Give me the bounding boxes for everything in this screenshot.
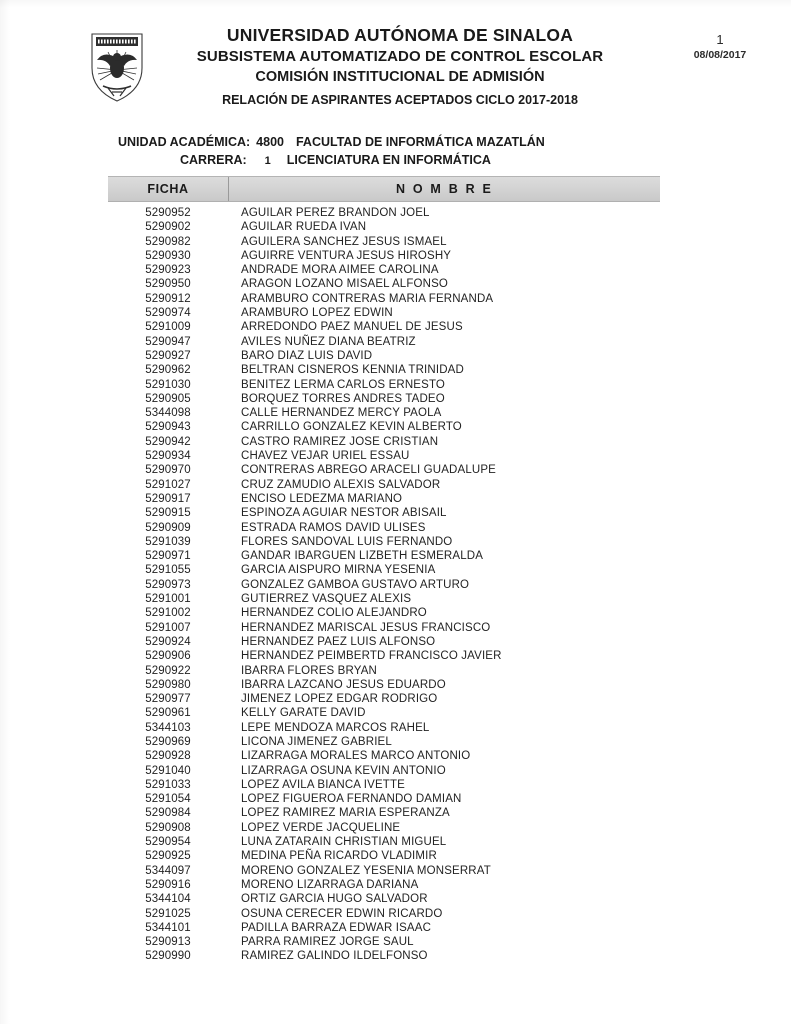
table-row (108, 849, 660, 863)
table-row (108, 492, 660, 506)
cell-ficha: 5290909 (145, 521, 191, 534)
cell-nombre: BARO DIAZ LUIS DAVID (241, 349, 373, 362)
cell-ficha: 5290915 (145, 507, 191, 520)
cell-nombre: KELLY GARATE DAVID (241, 707, 366, 720)
commission-title: COMISIÓN INSTITUCIONAL DE ADMISIÓN (255, 69, 545, 85)
cell-ficha: 5291055 (145, 564, 191, 577)
cell-ficha: 5290984 (145, 807, 191, 820)
cell-ficha: 5291001 (145, 593, 191, 606)
table-row (108, 806, 660, 820)
table-row (108, 892, 660, 906)
cell-ficha: 5290969 (145, 735, 191, 748)
cell-nombre: AGUIRRE VENTURA JESUS HIROSHY (241, 249, 452, 262)
cell-ficha: 5344101 (145, 921, 191, 934)
cell-ficha: 5290930 (145, 249, 191, 262)
table-row (108, 292, 660, 306)
table-row (108, 749, 660, 763)
table-row (108, 306, 660, 320)
cell-ficha: 5344103 (145, 721, 191, 734)
cell-nombre: PADILLA BARRAZA EDWAR ISAAC (241, 921, 432, 934)
cell-ficha: 5291027 (145, 478, 191, 491)
cell-nombre: AGUILERA SANCHEZ JESUS ISMAEL (241, 235, 447, 248)
cell-nombre: ARREDONDO PAEZ MANUEL DE JESUS (241, 321, 463, 334)
cell-nombre: MORENO LIZARRAGA DARIANA (241, 878, 419, 891)
cell-ficha: 5290952 (145, 207, 191, 219)
cell-ficha: 5291033 (145, 778, 191, 791)
table-header-row (108, 176, 660, 202)
table-row (108, 506, 660, 520)
cell-nombre: LEPE MENDOZA MARCOS RAHEL (241, 721, 430, 734)
cell-ficha: 5290980 (145, 678, 191, 691)
career-row (0, 151, 791, 170)
cell-ficha: 5291054 (145, 793, 191, 806)
cell-nombre: FLORES SANDOVAL LUIS FERNANDO (241, 535, 453, 548)
cell-ficha: 5291040 (145, 764, 191, 777)
table-row (108, 864, 660, 878)
cell-nombre: LUNA ZATARAIN CHRISTIAN MIGUEL (241, 836, 447, 849)
cell-nombre: BELTRAN CISNEROS KENNIA TRINIDAD (241, 364, 464, 377)
table-row (108, 606, 660, 620)
table-row (108, 563, 660, 577)
cell-nombre: GARCIA AISPURO MIRNA YESENIA (241, 564, 436, 577)
report-title: RELACIÓN DE ASPIRANTES ACEPTADOS CICLO 2017-2018 (222, 93, 578, 107)
cell-ficha: 5291030 (145, 378, 191, 391)
cell-nombre: IBARRA LAZCANO JESUS EDUARDO (241, 678, 446, 691)
column-header-ficha: FICHA (147, 182, 189, 196)
table-row (108, 764, 660, 778)
cell-nombre: LICONA JIMENEZ GABRIEL (241, 735, 392, 748)
cell-nombre: GANDAR IBARGUEN LIZBETH ESMERALDA (241, 550, 484, 563)
cell-nombre: IBARRA FLORES BRYAN (241, 664, 377, 677)
cell-nombre: ESPINOZA AGUIAR NESTOR ABISAIL (241, 507, 447, 520)
table-row (108, 692, 660, 706)
table-row (108, 935, 660, 949)
table-row (108, 263, 660, 277)
cell-nombre: HERNANDEZ PEIMBERTD FRANCISCO JAVIER (241, 650, 502, 663)
cell-nombre: ENCISO LEDEZMA MARIANO (241, 492, 403, 505)
cell-nombre: ANDRADE MORA AIMEE CAROLINA (241, 264, 439, 277)
academic-unit-code: 4800 (256, 135, 284, 149)
table-row (108, 235, 660, 249)
table-row (108, 949, 660, 963)
cell-ficha: 5290974 (145, 307, 191, 320)
cell-nombre: LIZARRAGA OSUNA KEVIN ANTONIO (241, 764, 446, 777)
cell-ficha: 5290961 (145, 707, 191, 720)
cell-nombre: GONZALEZ GAMBOA GUSTAVO ARTURO (241, 578, 470, 591)
cell-nombre: CRUZ ZAMUDIO ALEXIS SALVADOR (241, 478, 441, 491)
table-row (108, 721, 660, 735)
cell-nombre: JIMENEZ LOPEZ EDGAR RODRIGO (241, 693, 438, 706)
institution-title: UNIVERSIDAD AUTÓNOMA DE SINALOA (226, 25, 574, 45)
cell-ficha: 5290913 (145, 936, 191, 949)
cell-nombre: PARRA RAMIREZ JORGE SAUL (241, 936, 414, 949)
cell-nombre: HERNANDEZ PAEZ LUIS ALFONSO (241, 635, 436, 648)
table-row (108, 392, 660, 406)
cell-ficha: 5290905 (145, 392, 191, 405)
cell-nombre: LIZARRAGA MORALES MARCO ANTONIO (241, 750, 471, 763)
cell-ficha: 5290947 (145, 335, 191, 348)
cell-nombre: ESTRADA RAMOS DAVID ULISES (241, 521, 426, 534)
cell-ficha: 5290912 (145, 292, 191, 305)
table-row (108, 778, 660, 792)
table-row (108, 335, 660, 349)
cell-ficha: 5290923 (145, 264, 191, 277)
cell-ficha: 5290917 (145, 492, 191, 505)
cell-ficha: 5290954 (145, 836, 191, 849)
table-row (108, 463, 660, 477)
career-code: 1 (264, 155, 271, 167)
table-row (108, 521, 660, 535)
table-row (108, 435, 660, 449)
table-row (108, 478, 660, 492)
table-row (108, 378, 660, 392)
cell-nombre: LOPEZ AVILA BIANCA IVETTE (241, 778, 405, 791)
academic-unit-label: UNIDAD ACADÉMICA: (118, 135, 251, 149)
cell-ficha: 5344097 (145, 864, 191, 877)
cell-ficha: 5290906 (145, 650, 191, 663)
table-row (108, 907, 660, 921)
cell-ficha: 5290925 (145, 850, 191, 863)
cell-ficha: 5290982 (145, 235, 191, 248)
cell-nombre: GUTIERREZ VASQUEZ ALEXIS (241, 593, 412, 606)
cell-nombre: CARRILLO GONZALEZ KEVIN ALBERTO (241, 421, 462, 434)
table-row (108, 578, 660, 592)
table-row (108, 592, 660, 606)
cell-ficha: 5290908 (145, 821, 191, 834)
cell-ficha: 5290942 (145, 435, 191, 448)
cell-nombre: AGUILAR RUEDA IVAN (241, 221, 367, 234)
cell-nombre: CASTRO RAMIREZ JOSE CRISTIAN (241, 435, 439, 448)
cell-nombre: ARAGON LOZANO MISAEL ALFONSO (241, 278, 448, 291)
academic-unit-row (0, 133, 791, 151)
cell-nombre: MEDINA PEÑA RICARDO VLADIMIR (241, 850, 437, 863)
cell-nombre: CALLE HERNANDEZ MERCY PAOLA (241, 407, 442, 420)
cell-ficha: 5290973 (145, 578, 191, 591)
cell-ficha: 5290950 (145, 278, 191, 291)
cell-nombre: AVILES NUÑEZ DIANA BEATRIZ (241, 335, 416, 348)
table-row (108, 220, 660, 234)
cell-ficha: 5290924 (145, 635, 191, 648)
table-row (108, 206, 660, 220)
cell-ficha: 5291007 (145, 621, 191, 634)
career-label: CARRERA: (180, 153, 247, 167)
table-row (108, 621, 660, 635)
cell-nombre: LOPEZ RAMIREZ MARIA ESPERANZA (241, 807, 450, 820)
cell-ficha: 5291002 (145, 607, 191, 620)
page-meta (660, 32, 780, 62)
cell-nombre: CONTRERAS ABREGO ARACELI GUADALUPE (241, 464, 496, 477)
table-row (108, 792, 660, 806)
table-row (108, 549, 660, 563)
table-row (108, 649, 660, 663)
table-row (108, 363, 660, 377)
table-row (108, 349, 660, 363)
cell-ficha: 5291025 (145, 907, 191, 920)
cell-ficha: 5344104 (145, 893, 191, 906)
table-row (108, 320, 660, 334)
aspirants-table (108, 176, 660, 964)
cell-nombre: LOPEZ FIGUEROA FERNANDO DAMIAN (241, 793, 462, 806)
table-row (108, 706, 660, 720)
scan-edge-top (0, 0, 791, 8)
title-block (150, 24, 650, 110)
table-row (108, 635, 660, 649)
unit-career-block (0, 133, 791, 170)
academic-unit-name: FACULTAD DE INFORMÁTICA MAZATLÁN (295, 135, 545, 149)
cell-ficha: 5290977 (145, 693, 191, 706)
cell-ficha: 5344098 (145, 407, 191, 420)
table-row (108, 406, 660, 420)
cell-ficha: 5290902 (145, 221, 191, 234)
cell-ficha: 5290928 (145, 750, 191, 763)
cell-ficha: 5291009 (145, 321, 191, 334)
cell-nombre: BENITEZ LERMA CARLOS ERNESTO (241, 378, 446, 391)
table-row (108, 535, 660, 549)
document-date: 08/08/2017 (693, 49, 747, 61)
cell-ficha: 5290922 (145, 664, 191, 677)
column-header-nombre: N O M B R E (395, 182, 494, 196)
cell-nombre: BORQUEZ TORRES ANDRES TADEO (241, 392, 445, 405)
table-row (108, 678, 660, 692)
cell-ficha: 5290934 (145, 450, 191, 463)
cell-ficha: 5290962 (145, 364, 191, 377)
cell-nombre: ARAMBURO CONTRERAS MARIA FERNANDA (241, 292, 494, 305)
table-row (108, 921, 660, 935)
cell-nombre: ARAMBURO LOPEZ EDWIN (241, 307, 393, 320)
uas-crest-logo (86, 28, 148, 104)
table-row (108, 835, 660, 849)
cell-nombre: MORENO GONZALEZ YESENIA MONSERRAT (241, 864, 491, 877)
cell-ficha: 5290970 (145, 464, 191, 477)
table-row (108, 878, 660, 892)
page-number: 1 (716, 32, 724, 47)
cell-nombre: ORTIZ GARCIA HUGO SALVADOR (241, 893, 428, 906)
cell-ficha: 5290916 (145, 878, 191, 891)
career-name: LICENCIATURA EN INFORMÁTICA (286, 153, 491, 167)
table-row (108, 735, 660, 749)
cell-nombre: RAMIREZ GALINDO ILDELFONSO (241, 950, 428, 963)
table-row (108, 449, 660, 463)
table-row (108, 249, 660, 263)
table-row (108, 420, 660, 434)
subsystem-title: SUBSISTEMA AUTOMATIZADO DE CONTROL ESCOLAR (196, 48, 604, 65)
cell-nombre: AGUILAR PEREZ BRANDON JOEL (241, 207, 430, 219)
cell-nombre: LOPEZ VERDE JACQUELINE (241, 821, 401, 834)
cell-nombre: CHAVEZ VEJAR URIEL ESSAU (241, 450, 410, 463)
cell-nombre: HERNANDEZ MARISCAL JESUS FRANCISCO (241, 621, 491, 634)
cell-ficha: 5290990 (145, 950, 191, 963)
cell-ficha: 5290927 (145, 349, 191, 362)
table-row (108, 821, 660, 835)
cell-nombre: OSUNA CERECER EDWIN RICARDO (241, 907, 443, 920)
cell-nombre: HERNANDEZ COLIO ALEJANDRO (241, 607, 427, 620)
table-body (108, 206, 660, 964)
cell-ficha: 5291039 (145, 535, 191, 548)
cell-ficha: 5290971 (145, 550, 191, 563)
cell-ficha: 5290943 (145, 421, 191, 434)
table-row (108, 277, 660, 291)
table-row (108, 664, 660, 678)
